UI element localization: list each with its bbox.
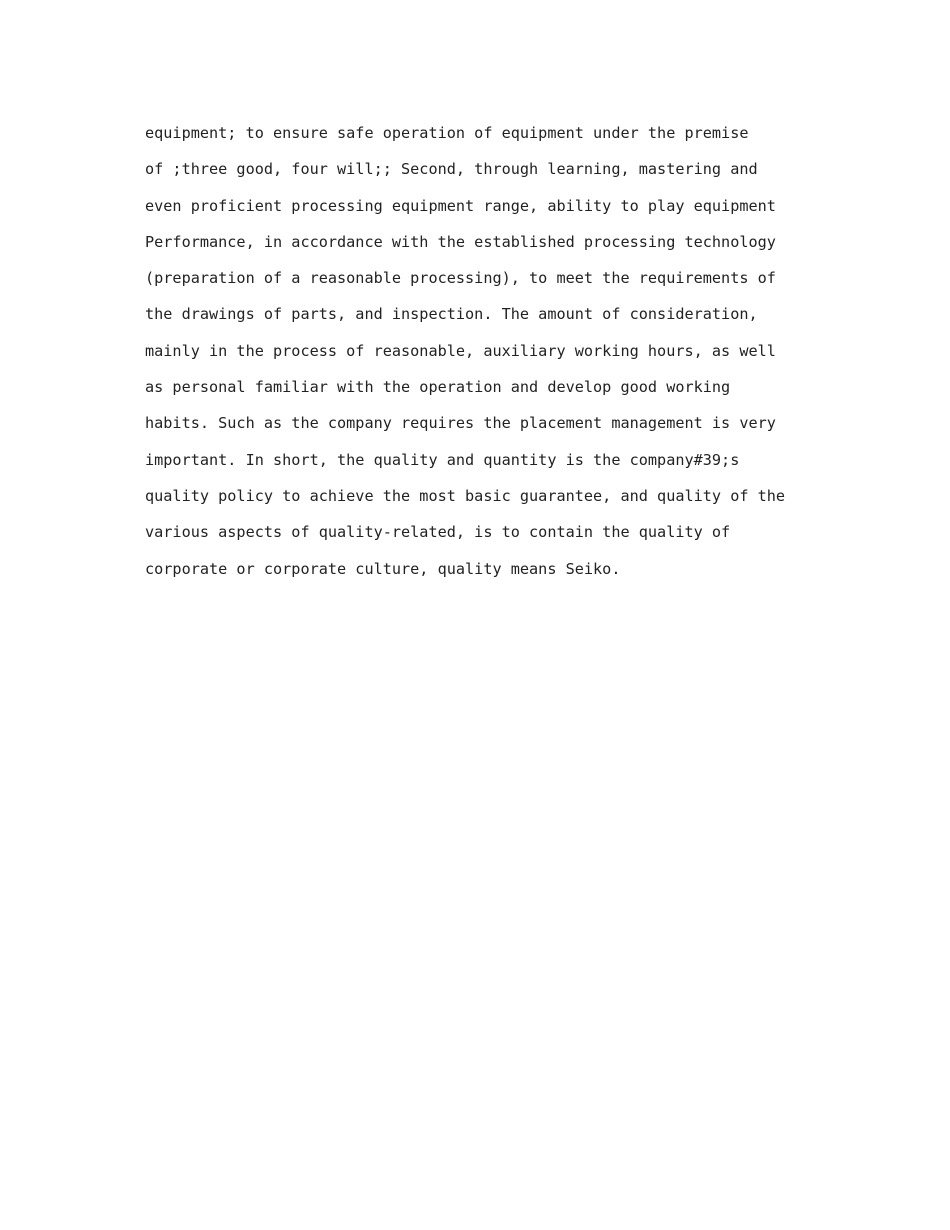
text-line: habits. Such as the company requires the placement management is very (145, 414, 776, 433)
text-line: quality policy to achieve the most basic guarantee, and quality of the (145, 486, 786, 505)
text-line: even proficient processing equipment range, ability to play equipment (145, 196, 776, 215)
text-line: important. In short, the quality and quantity is the company#39;s (145, 450, 740, 469)
text-line: corporate or corporate culture, quality means Seiko. (145, 559, 621, 578)
text-line: the drawings of parts, and inspection. The amount of consideration, (145, 305, 758, 324)
text-line: Performance, in accordance with the established processing technology (145, 232, 776, 251)
text-line: equipment; to ensure safe operation of equipment under the premise (145, 124, 749, 142)
text-line: various aspects of quality-related, is to contain the quality of (145, 523, 731, 542)
text-line: as personal familiar with the operation and develop good working (145, 378, 731, 397)
text-line: mainly in the process of reasonable, auxiliary working hours, as well (145, 341, 776, 360)
text-line: (preparation of a reasonable processing), to meet the requirements of (145, 269, 776, 288)
body-paragraph (145, 118, 825, 590)
text-line: of ;three good, four will;; Second, through learning, mastering and (145, 160, 758, 179)
